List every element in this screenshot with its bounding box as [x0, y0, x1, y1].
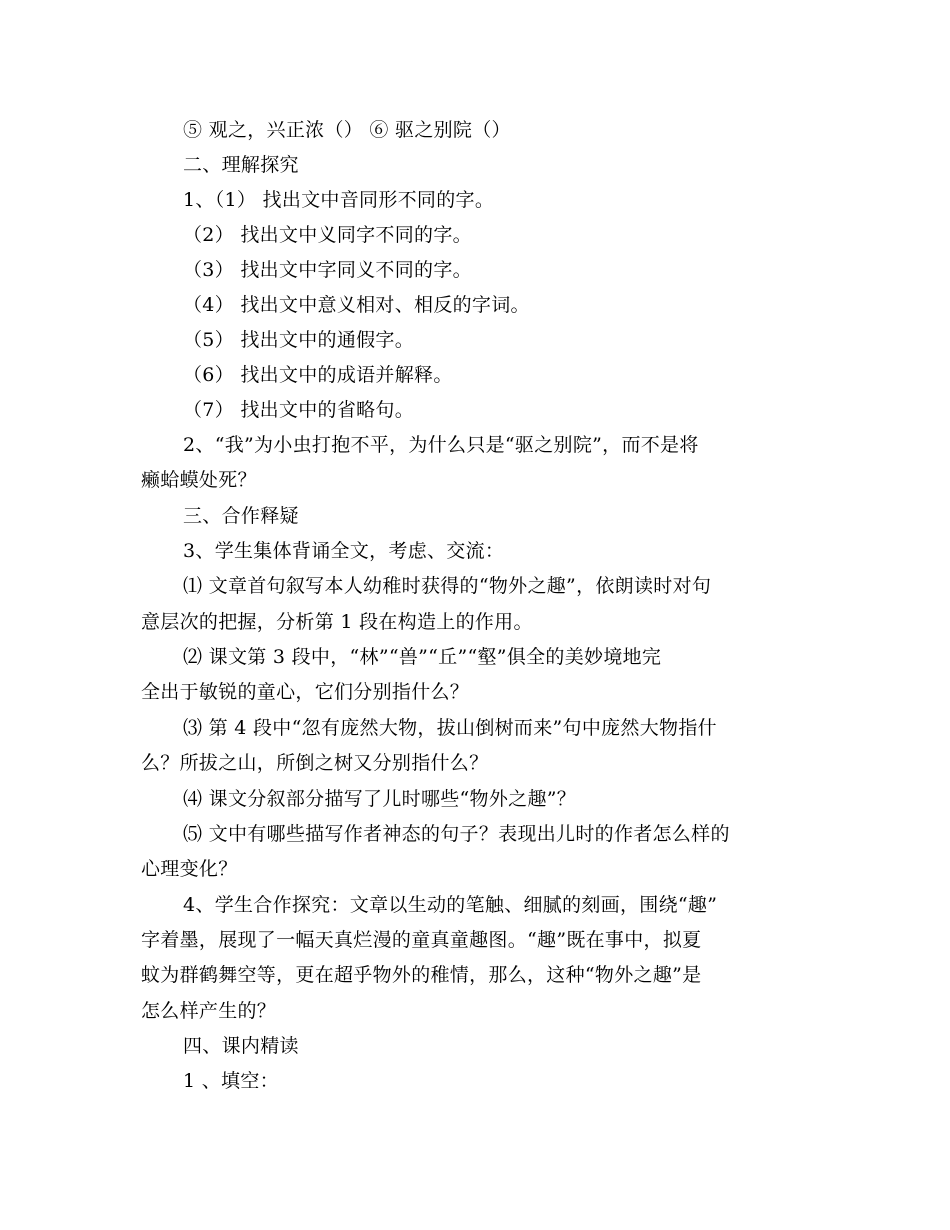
- question-3-2-line-2: 全出于敏锐的童心，它们分别指什么？: [141, 681, 470, 703]
- question-4-line-1: 4、学生合作探究：文章以生动的笔触、细腻的刻画，围绕“趣”: [183, 894, 718, 916]
- section-heading-2: 二、理解探究: [183, 154, 299, 176]
- question-3-3-line-2: 么？所拔之山，所倒之树又分别指什么？: [141, 752, 489, 774]
- question-1-6: （6） 找出文中的成语并解释。: [183, 364, 453, 386]
- question-1-5: （5） 找出文中的通假字。: [183, 329, 415, 351]
- question-line-items-5-6: ⑤ 观之，兴正浓（） ⑥ 驱之别院（）: [183, 119, 511, 141]
- question-4-line-4: 怎么样产生的？: [141, 1000, 277, 1022]
- section-heading-4: 四、课内精读: [183, 1035, 299, 1057]
- question-3-1-line-1: ⑴ 文章首句叙写本人幼稚时获得的“物外之趣”，依朗读时对句: [183, 575, 712, 597]
- fill-in-blank-heading: 1 、填空：: [183, 1070, 279, 1092]
- section-heading-3: 三、合作释疑: [183, 505, 299, 527]
- question-2-line-2: 癞蛤蟆处死？: [141, 469, 257, 491]
- question-1-2: （2） 找出文中义同字不同的字。: [183, 224, 472, 246]
- question-1-1: 1、（1） 找出文中音同形不同的字。: [183, 189, 495, 211]
- question-1-4: （4） 找出文中意义相对、相反的字词。: [183, 294, 530, 316]
- question-4-line-2: 字着墨，展现了一幅天真烂漫的童真童趣图。“趣”既在事中，拟夏: [141, 929, 702, 951]
- question-3-5-line-1: ⑸ 文中有哪些描写作者神态的句子？表现出儿时的作者怎么样的: [183, 823, 730, 845]
- question-2-line-1: 2、“我”为小虫打抱不平，为什么只是“驱之别院”，而不是将: [183, 434, 699, 456]
- question-3-5-line-2: 心理变化？: [141, 858, 238, 880]
- question-1-3: （3） 找出文中字同义不同的字。: [183, 259, 472, 281]
- question-3-3-line-1: ⑶ 第 4 段中“忽有庞然大物，拔山倒树而来”句中庞然大物指什: [183, 717, 717, 739]
- question-3-2-line-1: ⑵ 课文第 3 段中，“林”“兽”“丘”“壑”俱全的美妙境地完: [183, 646, 662, 668]
- question-3-4: ⑷ 课文分叙部分描写了儿时哪些“物外之趣”？: [183, 788, 577, 810]
- question-3-1-line-2: 意层次的把握，分析第 1 段在构造上的作用。: [141, 611, 533, 633]
- question-1-7: （7） 找出文中的省略句。: [183, 399, 415, 421]
- question-3-intro: 3、学生集体背诵全文，考虑、交流：: [183, 540, 505, 562]
- question-4-line-3: 蚊为群鹤舞空等，更在超乎物外的稚情，那么，这种“物外之趣”是: [141, 964, 702, 986]
